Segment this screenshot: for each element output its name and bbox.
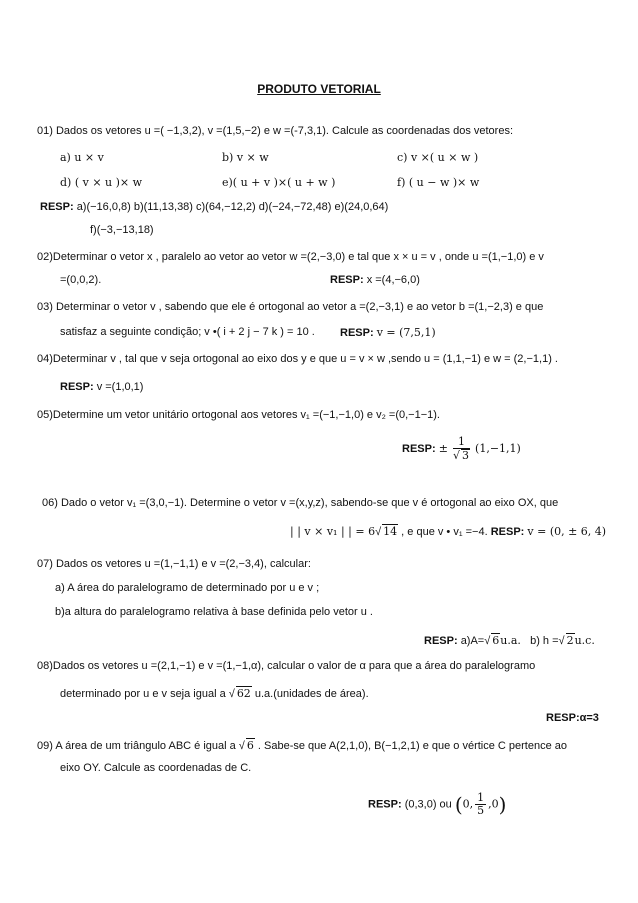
resp-label: RESP: <box>60 381 94 393</box>
q09-answer: RESP: (0,3,0) ou (0, $\frac{1}{5}$ ,0) <box>368 791 507 817</box>
q08-stem-text: determinado por u e v seja igual a <box>60 688 226 700</box>
q01-item-f: f) ( u − w )× w <box>397 176 480 189</box>
q03-answer-value: v = (7,5,1) <box>376 326 436 339</box>
q03-condition: satisfaz a seguinte condição; v •( i + 2 j − 7 k ) = 10 . <box>60 326 315 338</box>
sqrt-radicand: 2 <box>566 634 574 647</box>
q08-unit-text: u.a.(unidades de área). <box>254 688 369 700</box>
q07-item-a: a) A área do paralelogramo de determinado por u e v ; <box>55 582 320 594</box>
q01-answer-values: a)(−16,0,8) b)(11,13,38) c)(64,−12,2) d)(−24,−72,48) e)(24,0,64) <box>76 201 389 213</box>
q07-answer: RESP: a)A=√ 6u.a. b) h =√ 2u.c. <box>424 634 595 647</box>
q01-item-a: a) u × v <box>60 151 104 164</box>
q07-item-b: b)a altura do paralelogramo relativa à base definida pelo vetor u . <box>55 606 373 618</box>
q03-answer <box>340 326 436 339</box>
q05-answer-vector: (1,−1,1) <box>475 441 521 455</box>
q08-stem: 08)Dados os vetores u =(2,1,−1) e v =(1,−1,α), calcular o valor de α para que a área do paralelogramo <box>37 660 536 672</box>
resp-label: RESP: <box>40 201 74 213</box>
fraction <box>453 436 470 462</box>
q01-item-c: c) v ×( u × w ) <box>397 151 479 164</box>
q04-answer <box>60 381 143 393</box>
q08-stem-continued: determinado por u e v seja igual a √ 62 u.a.(unidades de área). <box>60 687 369 700</box>
page-title: PRODUTO VETORIAL <box>257 82 381 96</box>
q03-stem: 03) Determinar o vetor v , sabendo que ele é ortogonal ao vetor a =(2,−3,1) e ao vetor b =(1,−2,3) e que <box>37 301 544 313</box>
resp-label: RESP: <box>340 327 374 339</box>
q04-answer-value: v =(1,0,1) <box>96 381 144 393</box>
sqrt-radicand: 6 <box>246 739 254 752</box>
resp-label: RESP: <box>330 274 364 286</box>
q02-stem-continued: =(0,0,2). <box>60 274 102 286</box>
q09-stem-text-continued: . Sabe-se que A(2,1,0), B(−1,2,1) e que o vértice C pertence ao <box>257 740 568 752</box>
fraction-denominator: √ 3 <box>452 449 469 462</box>
resp-label: RESP: <box>424 635 458 647</box>
resp-label: RESP: <box>402 442 436 455</box>
q07-answer-b: b) h = <box>530 635 559 647</box>
q01-item-e: e)( u + v )×( u + w ) <box>222 176 336 189</box>
q07-stem: 07) Dados os vetores u =(1,−1,1) e v =(2,−3,4), calcular: <box>37 558 311 570</box>
fraction-numerator: 1 <box>477 791 485 804</box>
q09-stem-continued: eixo OY. Calcule as coordenadas de C. <box>60 762 252 774</box>
resp-label: RESP: <box>368 798 402 811</box>
q05-stem: 05)Determine um vetor unitário ortogonal aos vetores v₁ =(−1,−1,0) e v₂ =(0,−1−1). <box>37 409 440 421</box>
plus-minus: ± <box>438 441 448 455</box>
sqrt-radicand: 6 <box>492 634 500 647</box>
q01-item-b: b) v × w <box>222 151 269 164</box>
q09-stem-text: 09) A área de um triângulo ABC é igual a <box>37 740 236 752</box>
q01-item-d: d) ( v × u )× w <box>60 176 143 189</box>
q04-stem: 04)Determinar v , tal que v seja ortogonal ao eixo dos y e que u = v × w ,sendo u = (1,1,−1) e w = (2,−1,1) . <box>37 353 558 365</box>
q08-answer <box>546 712 599 724</box>
q06-dot-condition: , e que v • v₁ =−4. <box>398 526 488 538</box>
q05-answer <box>402 436 521 462</box>
q07-answer-a: a)A= <box>460 635 485 647</box>
q02-stem: 02)Determinar o vetor x , paralelo ao vetor ao vetor w =(2,−3,0) e tal que x × u = v , onde u =(1,−1,0) e v <box>37 251 544 263</box>
q01-answer-continued: f)(−3,−13,18) <box>90 224 154 236</box>
q09-answer-b-end: ,0 <box>488 797 499 811</box>
q02-answer <box>330 274 420 286</box>
unit-label: u.a. <box>500 634 521 647</box>
resp-label: RESP: <box>546 712 580 724</box>
q01-answer <box>40 201 388 213</box>
q06-stem: 06) Dado o vetor v₁ =(3,0,−1). Determine o vetor v =(x,y,z), sabendo-se que v é ortogonal ao eixo OX, que <box>42 497 559 509</box>
q01-stem: 01) Dados os vetores u =( −1,3,2), v =(1,5,−2) e w =(-7,3,1). Calcule as coordenadas dos vetores: <box>37 125 514 137</box>
q02-answer-value: x =(4,−6,0) <box>366 274 420 286</box>
q08-answer-value: α=3 <box>579 712 599 724</box>
resp-label: RESP: <box>490 526 525 538</box>
sqrt-radicand: 3 <box>461 449 469 462</box>
q06-norm-condition: | | v × v₁ | | = 6 <box>290 525 376 538</box>
q09-answer-b-start: 0, <box>462 797 474 811</box>
fraction-numerator: 1 <box>453 436 470 449</box>
fraction <box>475 792 486 817</box>
q09-answer-a: (0,3,0) ou <box>404 798 452 811</box>
q09-stem: 09) A área de um triângulo ABC é igual a √ 6 . Sabe-se que A(2,1,0), B(−1,2,1) e que o vértice C pertence ao <box>37 739 568 752</box>
q06-condition: | | v × v₁ | | = 6√ 14 , e que v • v₁ =−4. RESP: v = (0, ± 6, 4) <box>290 525 607 538</box>
sqrt-radicand: 62 <box>236 687 251 700</box>
sqrt-radicand: 14 <box>383 525 398 538</box>
unit-label: u.c. <box>574 634 595 647</box>
fraction-denominator: 5 <box>477 804 485 817</box>
q06-answer-value: v = (0, ± 6, 4) <box>527 525 607 538</box>
